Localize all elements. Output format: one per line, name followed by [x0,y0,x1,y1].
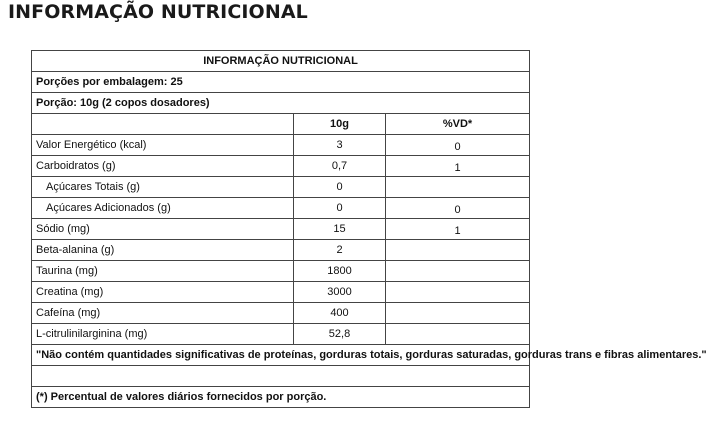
nutrient-dv: 1 [386,219,530,240]
table-row [32,219,530,240]
nutrient-dv [386,324,530,345]
note-spacer [32,366,530,387]
table-row [32,324,530,345]
nutrient-name: Valor Energético (kcal) [32,135,294,156]
table-row [32,303,530,324]
table-row [32,198,530,219]
nutrient-dv [386,261,530,282]
nutrient-amount: 3000 [294,282,386,303]
nutrient-name: Carboidratos (g) [32,156,294,177]
table-note: "Não contém quantidades significativas de proteínas, gorduras totais, gorduras saturadas, gorduras trans e fibras alimentares." [32,345,530,366]
serving-size: Porção: 10g (2 copos dosadores) [32,93,530,114]
table-row [32,240,530,261]
header-empty [32,114,294,135]
table-row [32,282,530,303]
nutrient-name: Sódio (mg) [32,219,294,240]
header-daily-value: %VD* [386,114,530,135]
table-row [32,156,530,177]
nutrient-dv [386,282,530,303]
servings-per-package: Porções por embalagem: 25 [32,72,530,93]
table-row [32,135,530,156]
nutrient-name: Creatina (mg) [32,282,294,303]
nutrient-name: Açúcares Totais (g) [32,177,294,198]
nutrient-dv [386,177,530,198]
nutrient-amount: 15 [294,219,386,240]
page-title: INFORMAÇÃO NUTRICIONAL [8,1,308,23]
nutrient-amount: 52,8 [294,324,386,345]
nutrient-dv: 0 [386,135,530,156]
nutrient-name: Açúcares Adicionados (g) [32,198,294,219]
nutrient-dv [386,240,530,261]
table-footnote: (*) Percentual de valores diários fornecidos por porção. [32,387,530,408]
nutrient-name: Taurina (mg) [32,261,294,282]
nutrient-amount: 2 [294,240,386,261]
nutrient-amount: 0 [294,198,386,219]
nutrient-name: L-citrulinilarginina (mg) [32,324,294,345]
nutrient-amount: 0 [294,177,386,198]
nutrient-name: Beta-alanina (g) [32,240,294,261]
nutrient-amount: 400 [294,303,386,324]
header-amount: 10g [294,114,386,135]
nutrient-amount: 1800 [294,261,386,282]
table-row [32,177,530,198]
nutrition-table [31,50,707,408]
nutrient-amount: 3 [294,135,386,156]
nutrient-dv [386,303,530,324]
table-row [32,261,530,282]
table-title: INFORMAÇÃO NUTRICIONAL [32,51,530,72]
nutrient-dv: 1 [386,156,530,177]
nutrient-name: Cafeína (mg) [32,303,294,324]
nutrient-amount: 0,7 [294,156,386,177]
nutrient-dv: 0 [386,198,530,219]
